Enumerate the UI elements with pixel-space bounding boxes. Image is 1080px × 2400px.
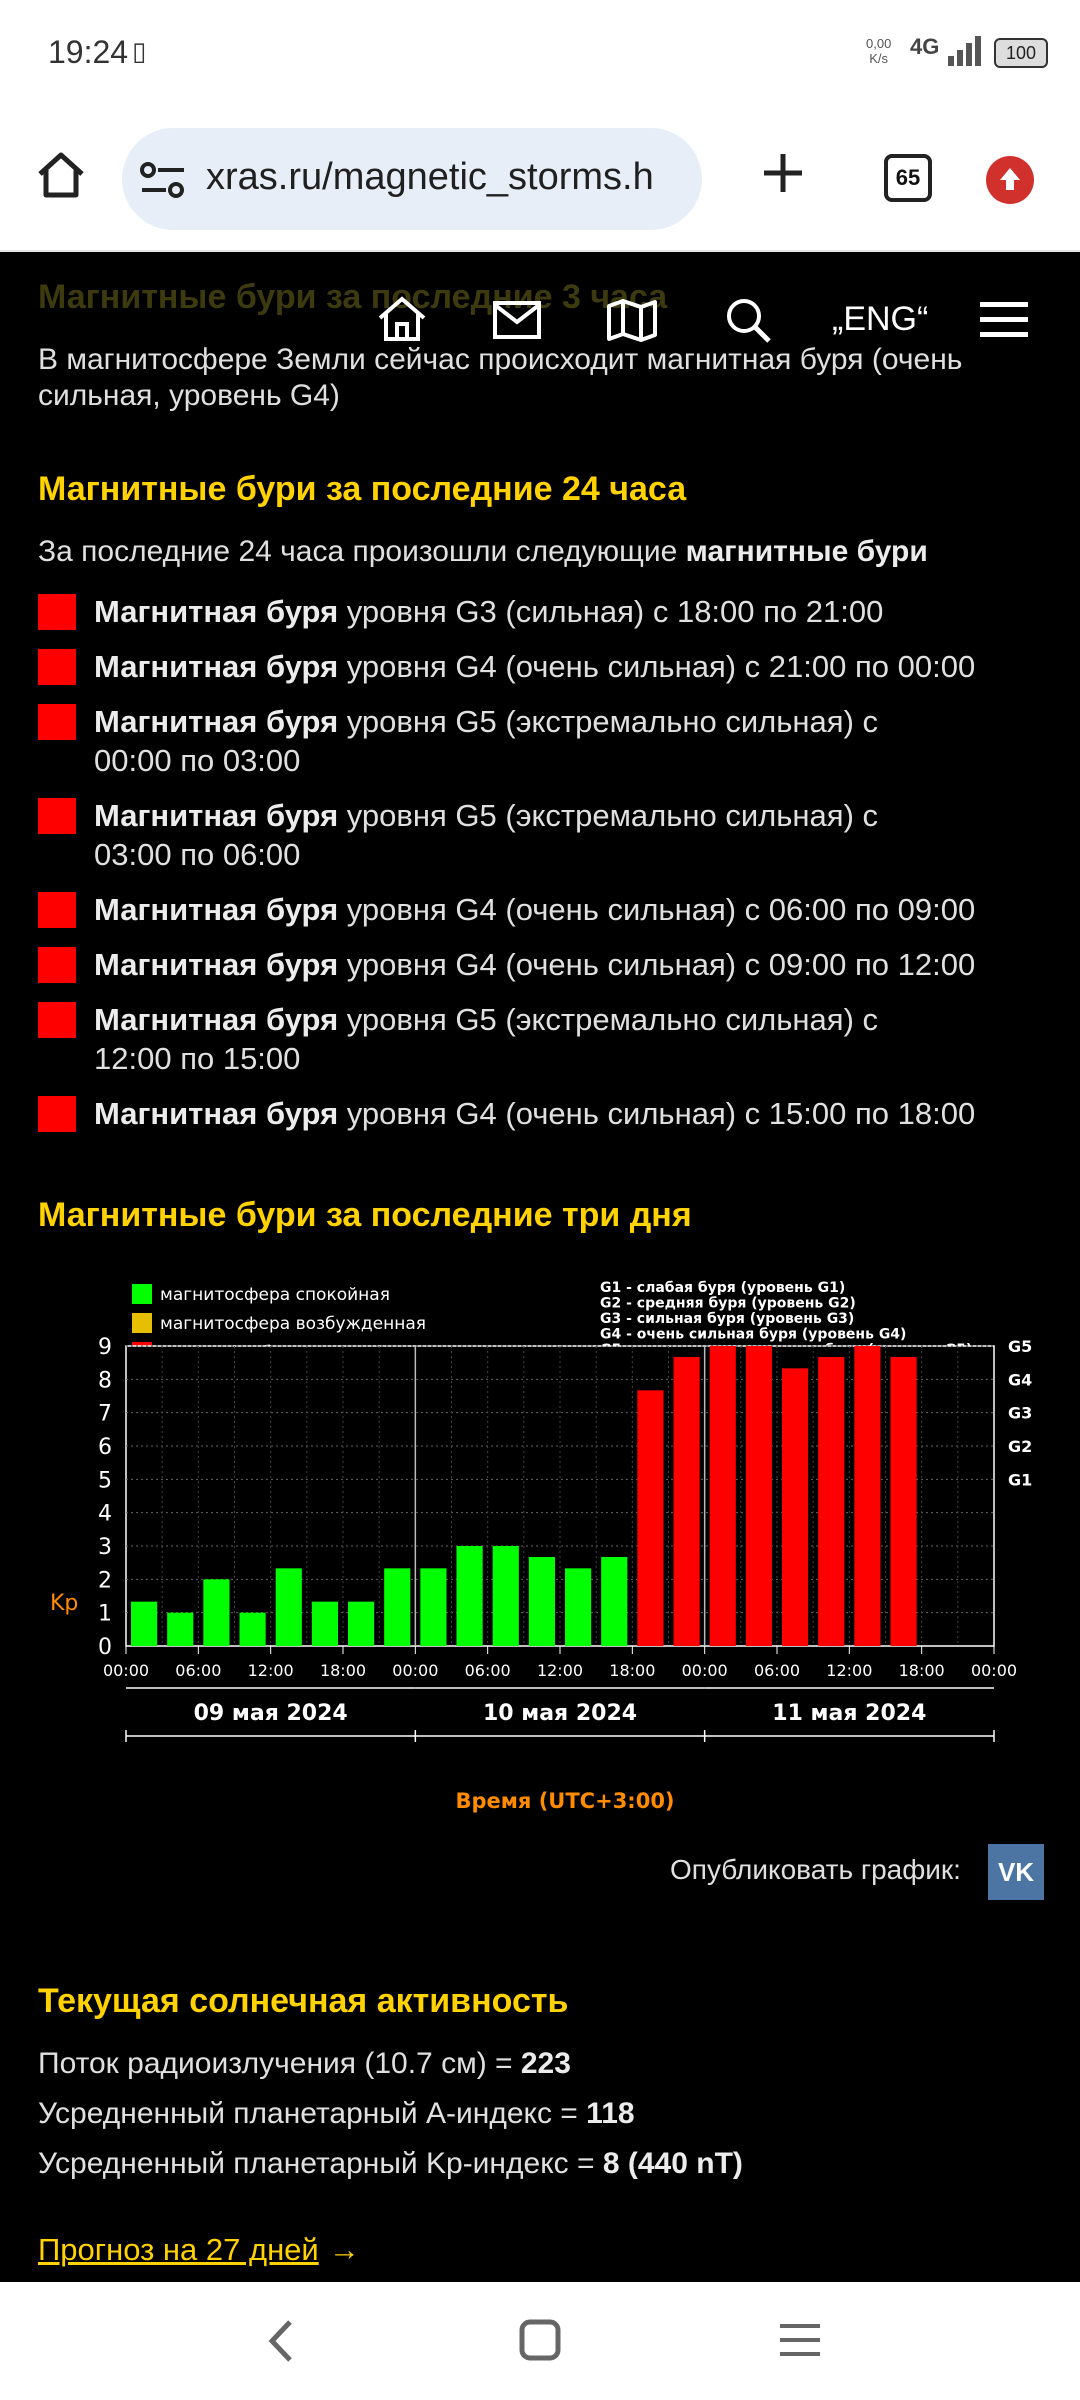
- chart-bar: [420, 1568, 446, 1646]
- storm-label: Магнитная буря: [94, 798, 339, 833]
- x-tick-label: 06:00: [753, 1661, 801, 1680]
- chart-bar: [348, 1602, 374, 1646]
- section-24h-intro-text: За последние 24 часа произошли следующие: [38, 535, 678, 568]
- site-nav: [370, 294, 1030, 354]
- chart-bar: [637, 1390, 663, 1646]
- x-tick-label: 18:00: [898, 1661, 945, 1680]
- kp-chart: [40, 1270, 1040, 1830]
- storm-details: уровня G4 (очень сильная) с 15:00 по 18:00: [338, 1096, 976, 1131]
- update-icon[interactable]: [986, 156, 1034, 204]
- y-tick-label: 6: [98, 1435, 112, 1460]
- storm-details: уровня G4 (очень сильная) с 21:00 по 00:00: [338, 649, 976, 684]
- g-level-label: G4: [1008, 1370, 1033, 1390]
- storm-label: Магнитная буря: [94, 594, 339, 629]
- storm-list-item: [38, 647, 1058, 686]
- y-tick-label: 9: [98, 1335, 112, 1360]
- g-level-label: G3: [1008, 1403, 1033, 1423]
- map-icon[interactable]: [606, 298, 658, 342]
- chart-bar: [276, 1568, 302, 1646]
- net-speed-unit: K/s: [869, 51, 889, 66]
- forecast-link-text[interactable]: Прогноз на 27 дней: [38, 2232, 319, 2267]
- chart-bar: [565, 1568, 591, 1646]
- storm-details: уровня G4 (очень сильная) с 06:00 по 09:00: [338, 892, 976, 927]
- y-tick-label: 5: [98, 1468, 112, 1494]
- search-icon[interactable]: [724, 296, 772, 344]
- x-tick-label: 00:00: [392, 1661, 439, 1680]
- solar-kp-value: 8 (440 nT): [602, 2147, 743, 2180]
- chart-bar: [529, 1557, 555, 1646]
- section-24h-intro-bold: магнитные бури: [685, 535, 928, 568]
- y-tick-label: 2: [98, 1568, 112, 1594]
- section-24h-title: Магнитные бури за последние 24 часа: [38, 470, 687, 508]
- g-legend-item: G3 - сильная буря (уровень G3): [600, 1311, 855, 1327]
- storm-label: Магнитная буря: [94, 1096, 339, 1131]
- solar-radio-value: 223: [520, 2047, 571, 2080]
- storm-list-item: [38, 890, 1058, 929]
- chart-bar: [891, 1357, 917, 1646]
- solar-kp-index: [38, 2146, 743, 2182]
- arrow-right-icon: →: [328, 2232, 360, 2267]
- x-tick-label: 12:00: [826, 1661, 873, 1680]
- x-tick-label: 00:00: [681, 1661, 728, 1680]
- storm-marker: [38, 892, 76, 928]
- day-label: 11 мая 2024: [772, 1701, 927, 1726]
- site-settings-icon[interactable]: [138, 160, 188, 200]
- chart-bar: [782, 1368, 808, 1646]
- y-tick-label: 3: [98, 1535, 112, 1560]
- language-switch[interactable]: „ENG“: [832, 300, 929, 338]
- storm-list-item: [38, 945, 1058, 984]
- y-tick-label: 1: [98, 1601, 112, 1627]
- storm-marker: [38, 798, 76, 834]
- legend-label: магнитосфера возбужденная: [160, 1314, 426, 1334]
- storm-marker: [38, 1002, 76, 1038]
- chart-bar: [457, 1546, 483, 1646]
- section-24h-intro: [38, 534, 928, 570]
- page-content: [0, 252, 1080, 2282]
- chart-bar: [818, 1357, 844, 1646]
- g-legend-item: G1 - слабая буря (уровень G1): [600, 1280, 846, 1296]
- section-3h-title: Магнитные бури за последние 3 часа: [38, 278, 668, 316]
- x-tick-label: 06:00: [175, 1661, 222, 1680]
- solar-radio: [38, 2046, 571, 2082]
- solar-radio-label: Поток радиоизлучения (10.7 см) =: [38, 2047, 521, 2080]
- storm-details: уровня G5 (экстремально сильная) с 12:00 по 15:00: [94, 1002, 879, 1076]
- x-tick-label: 06:00: [464, 1661, 511, 1680]
- menu-icon[interactable]: [980, 300, 1028, 340]
- x-tick-label: 18:00: [609, 1661, 656, 1680]
- storm-label: Магнитная буря: [94, 1002, 339, 1037]
- solar-a-index: [38, 2096, 635, 2132]
- mail-icon[interactable]: [492, 300, 542, 340]
- chart-bar: [854, 1346, 880, 1646]
- chart-bar: [131, 1602, 157, 1646]
- storm-label: Магнитная буря: [94, 947, 339, 982]
- storm-label: Магнитная буря: [94, 704, 339, 739]
- chart-days: [126, 1688, 994, 1742]
- chart-bar: [240, 1613, 266, 1646]
- status-time: 19:24: [48, 34, 129, 70]
- chart-bar: [710, 1346, 736, 1646]
- storm-marker: [38, 704, 76, 740]
- day-label: 09 мая 2024: [193, 1701, 348, 1726]
- storm-marker: [38, 594, 76, 630]
- y-tick-label: 0: [98, 1635, 112, 1660]
- y-tick-label: 4: [98, 1501, 112, 1527]
- x-tick-label: 00:00: [970, 1661, 1018, 1680]
- legend-swatch: [132, 1313, 152, 1333]
- storm-list-item: [38, 1000, 954, 1078]
- status-bar: [0, 0, 1080, 110]
- chart-bar: [167, 1613, 193, 1646]
- battery-icon: 100: [994, 38, 1048, 68]
- g-level-label: G2: [1008, 1437, 1033, 1456]
- solar-a-value: 118: [586, 2097, 635, 2130]
- y-tick-label: 8: [98, 1368, 112, 1394]
- storm-details: уровня G5 (экстремально сильная) с 00:00 по 03:00: [94, 704, 879, 778]
- storm-list-item: [38, 702, 954, 780]
- chart-y-ticks: [98, 1335, 112, 1660]
- storm-list-item: [38, 1094, 1058, 1133]
- new-tab-icon[interactable]: [758, 148, 808, 198]
- home-icon[interactable]: [36, 150, 86, 200]
- storm-details: уровня G3 (сильная) с 18:00 по 21:00: [338, 594, 884, 629]
- solar-title: Текущая солнечная активность: [38, 1982, 569, 2020]
- system-nav-bar: [0, 2282, 1080, 2400]
- section-3h-text-content: В магнитосфере Земли сейчас происходит магнитная буря (очень сильная, уровень G4): [38, 343, 963, 412]
- forecast-link[interactable]: [38, 2232, 360, 2268]
- signal-icon: [948, 34, 984, 66]
- vibrate-icon: ▯: [132, 36, 147, 66]
- storm-list-item: [38, 592, 1058, 631]
- tab-count-button[interactable]: 65: [884, 154, 932, 202]
- kp-chart-svg: [40, 1270, 1040, 1830]
- y-tick-label: 7: [98, 1401, 112, 1427]
- url-text: xras.ru/magnetic_storms.h: [206, 156, 654, 198]
- storm-list: [38, 592, 1058, 1149]
- chart-ylabel: Kp: [50, 1591, 79, 1616]
- legend-label: магнитосфера спокойная: [160, 1285, 390, 1305]
- chart-bar: [601, 1557, 627, 1646]
- storm-marker: [38, 1096, 76, 1132]
- solar-kp-label: Усредненный планетарный Kp-индекс =: [38, 2147, 603, 2180]
- network-type: 4G: [910, 34, 940, 59]
- section-3d-title: Магнитные бури за последние три дня: [38, 1196, 692, 1234]
- chart-bar: [746, 1346, 772, 1646]
- chart-g-levels: [1008, 1337, 1032, 1489]
- storm-label: Магнитная буря: [94, 649, 339, 684]
- chart-bar: [384, 1568, 410, 1646]
- chart-bar: [674, 1357, 700, 1646]
- chart-x-ticks: [103, 1646, 1017, 1680]
- net-speed-value: 0,00: [866, 36, 892, 51]
- x-tick-label: 12:00: [247, 1661, 294, 1680]
- chart-bar: [203, 1579, 229, 1646]
- storm-label: Магнитная буря: [94, 892, 339, 927]
- back-icon[interactable]: [262, 2316, 302, 2366]
- g-legend-item: G2 - средняя буря (уровень G2): [600, 1295, 856, 1312]
- x-tick-label: 18:00: [319, 1661, 367, 1680]
- site-home-icon[interactable]: [376, 294, 428, 344]
- chart-bar: [493, 1546, 519, 1646]
- address-bar[interactable]: [122, 128, 702, 230]
- net-speed: [866, 36, 891, 66]
- legend-swatch: [132, 1284, 152, 1304]
- storm-details: уровня G4 (очень сильная) с 09:00 по 12:00: [338, 947, 976, 982]
- g-level-label: G1: [1008, 1470, 1033, 1490]
- storm-marker: [38, 947, 76, 983]
- x-tick-label: 12:00: [536, 1661, 584, 1680]
- storm-marker: [38, 649, 76, 685]
- storm-list-item: [38, 796, 954, 874]
- day-label: 10 мая 2024: [482, 1701, 638, 1726]
- chart-xlabel: Время (UTC+3:00): [455, 1789, 675, 1813]
- home-square-icon[interactable]: [518, 2318, 562, 2362]
- x-tick-label: 00:00: [102, 1661, 150, 1680]
- recents-icon[interactable]: [778, 2320, 822, 2360]
- g-level-label: G5: [1008, 1337, 1033, 1356]
- vk-share-button[interactable]: VK: [988, 1844, 1044, 1900]
- publish-label: Опубликовать график:: [670, 1854, 961, 1885]
- g-legend-item: G4 - очень сильная буря (уровень G4): [600, 1326, 907, 1343]
- browser-toolbar: [0, 110, 1080, 252]
- chart-bar: [312, 1602, 338, 1646]
- storm-details: уровня G5 (экстремально сильная) с 03:00 по 06:00: [94, 798, 879, 872]
- solar-a-label: Усредненный планетарный A-индекс =: [38, 2097, 587, 2130]
